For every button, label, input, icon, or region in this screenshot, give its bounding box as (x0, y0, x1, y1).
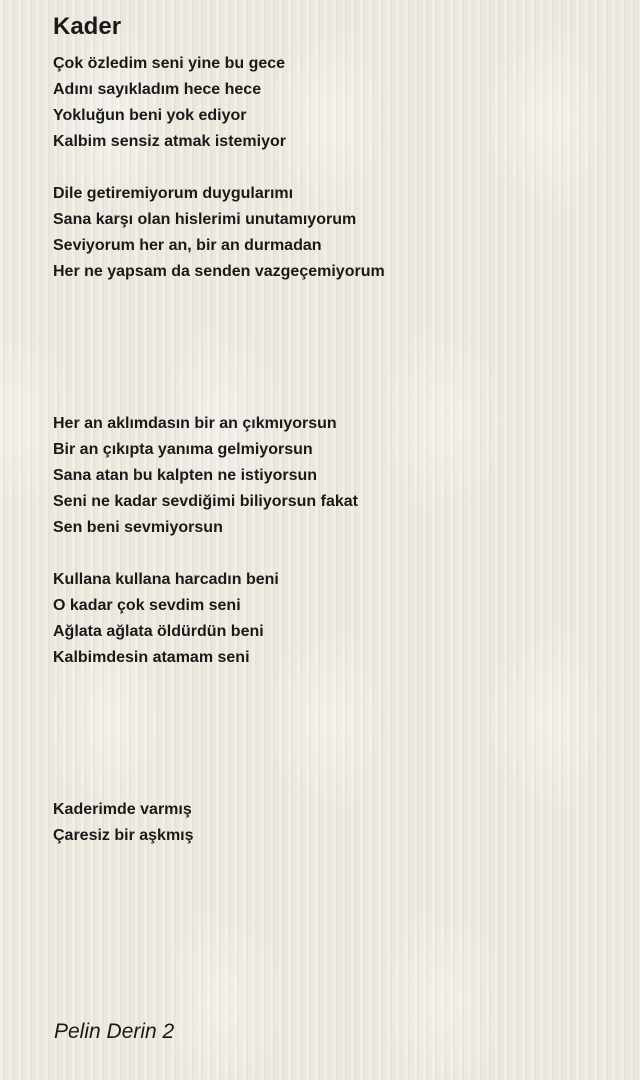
poem-line: Her an aklımdasın bir an çıkmıyorsun (53, 415, 337, 432)
poem-line: Çok özledim seni yine bu gece (53, 55, 286, 72)
poem-line: Kullana kullana harcadın beni (53, 571, 279, 588)
poem-line: Bir an çıkıpta yanıma gelmiyorsun (53, 441, 313, 458)
poem-line: Sana atan bu kalpten ne istiyorsun (53, 467, 318, 484)
poem-line: Yokluğun beni yok ediyor (53, 107, 247, 124)
poem-line: Adını sayıkladım hece hece (53, 81, 262, 98)
poem-line: O kadar çok sevdim seni (53, 597, 241, 614)
stanza-4 (53, 567, 279, 671)
poem-line: Kalbimdesin atamam seni (53, 649, 250, 666)
poem-line: Seviyorum her an, bir an durmadan (53, 237, 322, 254)
poem-line: Dile getiremiyorum duygularımı (53, 185, 294, 202)
stanza-2 (53, 181, 385, 285)
stanza-3 (53, 411, 358, 541)
stanza-5 (53, 797, 194, 849)
poem-line: Çaresiz bir aşkmış (53, 827, 194, 844)
poem-line: Kalbim sensiz atmak istemiyor (53, 133, 286, 150)
poem-line: Sen beni sevmiyorsun (53, 519, 223, 536)
poem-line: Ağlata ağlata öldürdün beni (53, 623, 264, 640)
poem-author: Pelin Derin 2 (54, 1020, 175, 1043)
poem-line: Kaderimde varmış (53, 801, 192, 818)
poem-line: Seni ne kadar sevdiğimi biliyorsun fakat (53, 493, 358, 510)
poem-line: Her ne yapsam da senden vazgeçemiyorum (53, 263, 385, 280)
poem-title: Kader (53, 13, 122, 40)
stanza-1 (53, 51, 286, 155)
poem-line: Sana karşı olan hislerimi unutamıyorum (53, 211, 357, 228)
